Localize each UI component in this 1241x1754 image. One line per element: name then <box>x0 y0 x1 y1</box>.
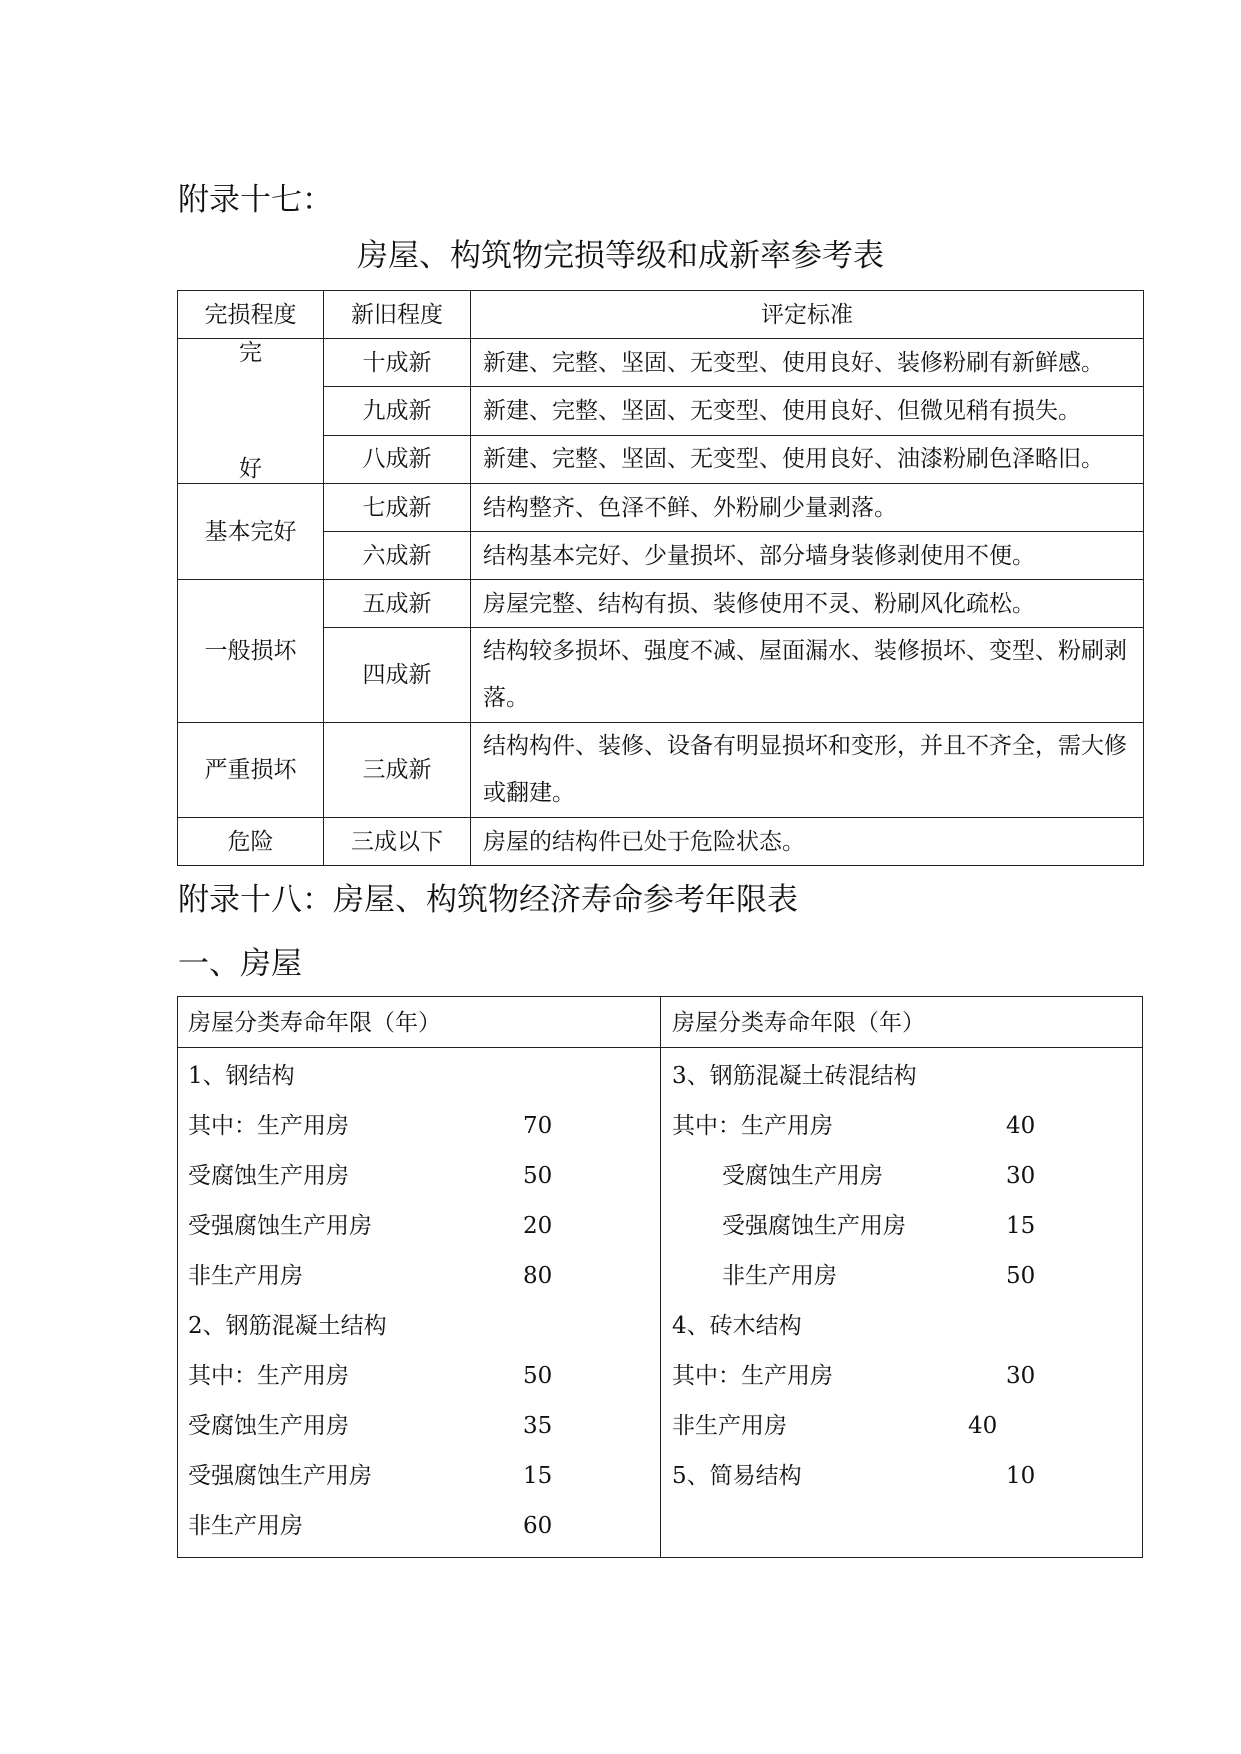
table-row <box>178 484 1144 532</box>
grade-intact-top: 完 <box>239 340 262 366</box>
level-cell: 五成新 <box>324 580 471 628</box>
right-row-label: 3、钢筋混凝土砖混结构 <box>672 1063 917 1089</box>
appendix17-heading: 附录十七： <box>178 182 333 218</box>
standard-cell: 新建、完整、坚固、无变型、使用良好、装修粉刷有新鲜感。 <box>471 339 1144 387</box>
service-life-table <box>177 996 1143 1558</box>
standard-cell: 房屋的结构件已处于危险状态。 <box>471 818 1144 866</box>
level-cell: 四成新 <box>324 628 471 723</box>
left-row-label: 2、钢筋混凝土结构 <box>188 1313 387 1339</box>
table-row <box>178 339 1144 387</box>
grade-table <box>177 290 1144 866</box>
right-row-value: 30 <box>1006 1163 1036 1189</box>
right-row-value: 50 <box>1006 1263 1036 1289</box>
left-row-label: 受强腐蚀生产用房 <box>188 1213 372 1239</box>
standard-cell: 新建、完整、坚固、无变型、使用良好、但微见稍有损失。 <box>471 387 1144 435</box>
right-row-label: 其中：生产用房 <box>672 1113 833 1139</box>
right-row-value: 15 <box>1006 1213 1036 1239</box>
left-row-value: 50 <box>523 1163 553 1189</box>
grade-cell: 严重损坏 <box>178 723 324 818</box>
level-cell: 七成新 <box>324 484 471 532</box>
left-row-value: 35 <box>523 1413 553 1439</box>
right-row-value: 10 <box>1006 1463 1036 1489</box>
appendix18-heading: 附录十八：房屋、构筑物经济寿命参考年限表 <box>178 882 798 918</box>
left-row-label: 其中：生产用房 <box>188 1363 349 1389</box>
grade-cell-intact <box>178 339 324 484</box>
left-row-value: 60 <box>523 1513 553 1539</box>
column-divider <box>660 997 661 1557</box>
level-cell: 三成新 <box>324 723 471 818</box>
standard-cell: 结构构件、装修、设备有明显损坏和变形，并且不齐全，需大修或翻建。 <box>471 723 1144 818</box>
level-cell: 六成新 <box>324 532 471 580</box>
standard-cell: 结构整齐、色泽不鲜、外粉刷少量剥落。 <box>471 484 1144 532</box>
level-cell: 八成新 <box>324 435 471 483</box>
header-standard: 评定标准 <box>471 291 1144 339</box>
left-row-label: 非生产用房 <box>188 1263 303 1289</box>
header-level: 新旧程度 <box>324 291 471 339</box>
table-row <box>178 580 1144 628</box>
left-column-header: 房屋分类寿命年限（年） <box>188 1010 441 1036</box>
right-row-value: 40 <box>968 1413 998 1439</box>
level-cell: 三成以下 <box>324 818 471 866</box>
right-row-value: 40 <box>1006 1113 1036 1139</box>
right-row-value: 30 <box>1006 1363 1036 1389</box>
level-cell: 十成新 <box>324 339 471 387</box>
table-row <box>178 723 1144 818</box>
left-row-label: 受腐蚀生产用房 <box>188 1163 349 1189</box>
table-row <box>178 818 1144 866</box>
standard-cell: 新建、完整、坚固、无变型、使用良好、油漆粉刷色泽略旧。 <box>471 435 1144 483</box>
left-row-label: 非生产用房 <box>188 1513 303 1539</box>
standard-cell: 结构较多损坏、强度不减、屋面漏水、装修损坏、变型、粉刷剥落。 <box>471 628 1144 723</box>
section-one-heading: 一、房屋 <box>178 946 302 982</box>
level-cell: 九成新 <box>324 387 471 435</box>
appendix17-title: 房屋、构筑物完损等级和成新率参考表 <box>357 238 884 274</box>
header-grade: 完损程度 <box>178 291 324 339</box>
right-row-label: 非生产用房 <box>722 1263 837 1289</box>
right-row-label: 受腐蚀生产用房 <box>722 1163 883 1189</box>
right-column-header: 房屋分类寿命年限（年） <box>672 1010 925 1036</box>
grade-cell: 基本完好 <box>178 484 324 580</box>
grade-cell: 危险 <box>178 818 324 866</box>
right-row-label: 4、砖木结构 <box>672 1313 802 1339</box>
left-row-label: 其中：生产用房 <box>188 1113 349 1139</box>
left-row-value: 50 <box>523 1363 553 1389</box>
standard-cell: 房屋完整、结构有损、装修使用不灵、粉刷风化疏松。 <box>471 580 1144 628</box>
right-row-label: 5、简易结构 <box>672 1463 802 1489</box>
grade-intact-bottom: 好 <box>239 456 262 482</box>
right-row-label: 其中：生产用房 <box>672 1363 833 1389</box>
header-divider <box>178 1047 1142 1048</box>
left-row-value: 70 <box>523 1113 553 1139</box>
left-row-label: 1、钢结构 <box>188 1063 295 1089</box>
left-row-value: 20 <box>523 1213 553 1239</box>
left-row-label: 受腐蚀生产用房 <box>188 1413 349 1439</box>
standard-cell: 结构基本完好、少量损坏、部分墙身装修剥使用不便。 <box>471 532 1144 580</box>
left-row-label: 受强腐蚀生产用房 <box>188 1463 372 1489</box>
right-row-label: 受强腐蚀生产用房 <box>722 1213 906 1239</box>
left-row-value: 80 <box>523 1263 553 1289</box>
grade-cell: 一般损坏 <box>178 580 324 723</box>
table-header-row <box>178 291 1144 339</box>
right-row-label: 非生产用房 <box>672 1413 787 1439</box>
left-row-value: 15 <box>523 1463 553 1489</box>
